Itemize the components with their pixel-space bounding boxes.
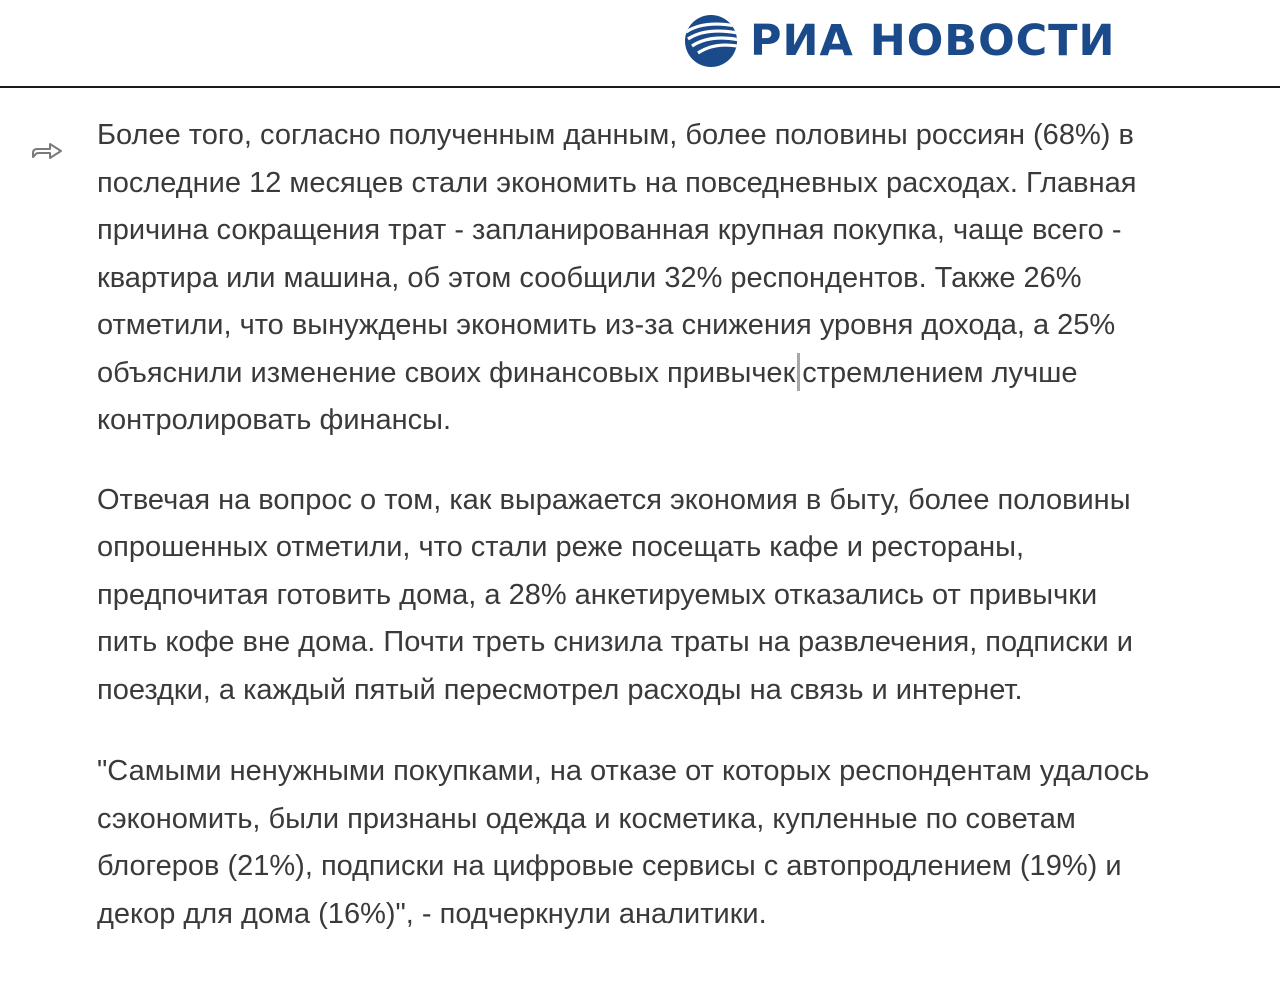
text-segment: объяснили изменение своих финансовых привычек [97, 356, 796, 389]
share-arrow-icon [30, 134, 64, 164]
text-line: блогеров (21%), подписки на цифровые сервисы с автопродлением (19%) и [97, 850, 1122, 882]
text-segment: стремлением лучше [802, 356, 1078, 389]
text-line-with-cursor [97, 350, 1257, 398]
article-paragraph-1 [97, 112, 1257, 445]
ria-novosti-logo[interactable] [684, 14, 1116, 68]
text-line: Более того, согласно полученным данным, более половины россиян (68%) в [97, 119, 1134, 151]
text-line: причина сокращения трат - запланированная крупная покупка, чаще всего - [97, 214, 1122, 246]
text-line: Отвечая на вопрос о том, как выражается экономия в быту, более половины [97, 483, 1131, 516]
text-line: последние 12 месяцев стали экономить на повседневных расходах. Главная [97, 166, 1137, 199]
text-line: предпочитая готовить дома, а 28% анкетируемых отказались от привычки [97, 578, 1098, 611]
text-line: опрошенных отметили, что стали реже посещать кафе и рестораны, [97, 531, 1025, 563]
site-header [0, 0, 1280, 88]
share-button[interactable] [30, 134, 64, 164]
article-paragraph-3 [97, 748, 1257, 938]
article-paragraph-2 [97, 477, 1257, 715]
text-line: квартира или машина, об этом сообщили 32% респондентов. Также 26% [97, 261, 1082, 294]
text-line: контролировать финансы. [97, 404, 452, 436]
text-line: сэкономить, были признаны одежда и косметика, купленные по советам [97, 802, 1076, 835]
text-cursor [797, 353, 800, 391]
text-line: пить кофе вне дома. Почти треть снизила траты на развлечения, подписки и [97, 626, 1133, 658]
text-line: декор для дома (16%)", - подчеркнули аналитики. [97, 897, 767, 930]
text-line: отметили, что вынуждены экономить из-за снижения уровня дохода, а 25% [97, 309, 1116, 341]
logo-text: РИА НОВОСТИ [750, 16, 1116, 66]
article-body [97, 112, 1257, 970]
text-line: поездки, а каждый пятый пересмотрел расходы на связь и интернет. [97, 673, 1023, 706]
text-line: "Самыми ненужными покупками, на отказе от которых респондентам удалось [97, 755, 1150, 787]
ria-globe-logo-icon [684, 14, 738, 68]
